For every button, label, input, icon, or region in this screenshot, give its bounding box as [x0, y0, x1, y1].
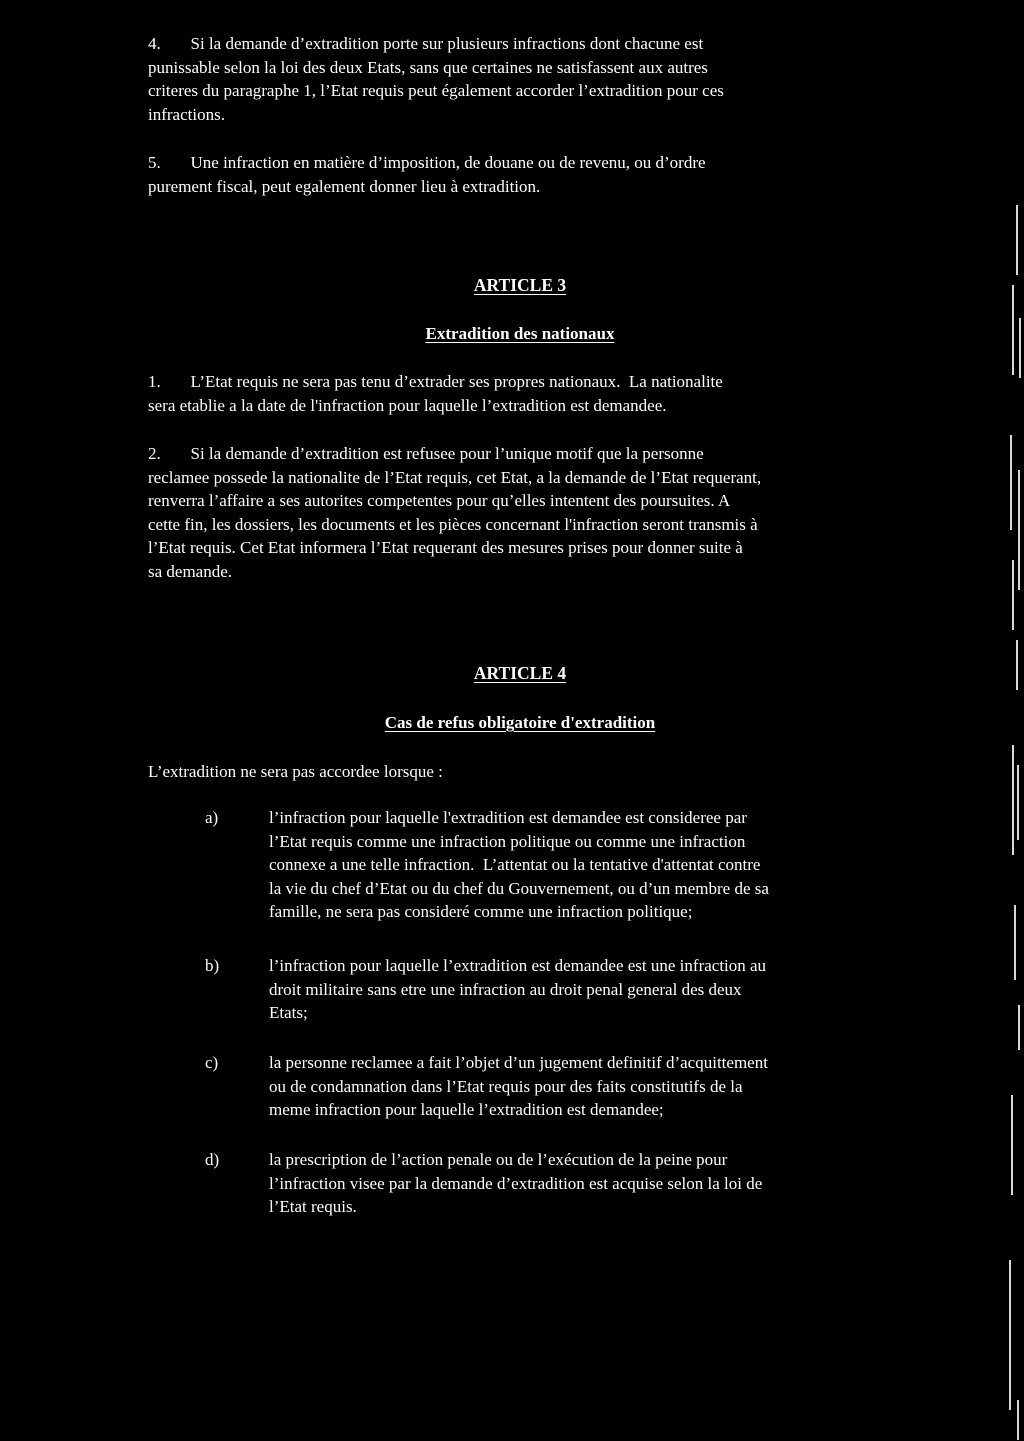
scan-edge-mark: [1012, 560, 1014, 630]
item-label-c: c): [205, 1053, 219, 1072]
scan-edge-mark: [1018, 470, 1020, 590]
text-line: l’infraction pour laquelle l'extradition est demandee est consideree par: [269, 808, 747, 827]
text-line: la vie du chef d’Etat ou du chef du Gouvernement, ou d’un membre de sa: [269, 878, 769, 898]
text-line: L’extradition ne sera pas accordee lorsque :: [148, 762, 443, 781]
text-line: l’infraction pour laquelle l’extradition est demandee est une infraction au: [269, 956, 767, 975]
scan-edge-mark: [1017, 1400, 1019, 1440]
text-line: 5. Une infraction en matière d’imposition, de douane ou de revenu, ou d’ordre: [148, 153, 706, 172]
scan-edge-mark: [1018, 1005, 1020, 1050]
scan-edge-mark: [1012, 285, 1014, 375]
item-label-b: b): [205, 956, 220, 975]
text-line: droit militaire sans etre une infraction au droit penal general des deux: [269, 979, 742, 999]
text-line: l’Etat requis.: [269, 1197, 357, 1216]
article-3-paragraph-2: [148, 442, 904, 583]
article-3-subheading: Extradition des nationaux: [425, 324, 615, 343]
scan-edge-mark: [1011, 1095, 1013, 1195]
text-line: reclamee possede la nationalite de l’Etat requis, cet Etat, a la demande de l’Etat requerant,: [148, 467, 762, 487]
paragraph-5: [148, 151, 904, 198]
text-line: l’Etat requis. Cet Etat informera l’Etat requerant des mesures prises pour donner suite à: [148, 538, 743, 557]
paragraph-4: [148, 32, 904, 126]
item-label-a: a): [205, 808, 219, 827]
scan-edge-mark: [1012, 745, 1014, 855]
text-line: l’Etat requis comme une infraction politique ou comme une infraction: [269, 831, 746, 851]
text-line: purement fiscal, peut egalement donner lieu à extradition.: [148, 176, 541, 196]
text-line: renverra l’affaire a ses autorites competentes pour qu’elles intentent des poursuites. A: [148, 491, 731, 510]
scan-edge-mark: [1017, 765, 1019, 840]
text-line: sa demande.: [148, 561, 233, 581]
text-line: criteres du paragraphe 1, l’Etat requis peut également accorder l’extradition pour ces: [148, 81, 724, 100]
scan-edge-mark: [1014, 905, 1016, 980]
item-label-d: d): [205, 1150, 220, 1169]
text-line: 4. Si la demande d’extradition porte sur plusieurs infractions dont chacune est: [148, 34, 704, 53]
text-line: Etats;: [269, 1003, 308, 1022]
scan-edge-mark: [1010, 435, 1012, 530]
text-line: infractions.: [148, 104, 225, 124]
item-d-text: [269, 1148, 909, 1219]
scan-edge-mark: [1009, 1260, 1011, 1410]
item-c-text: [269, 1051, 909, 1122]
text-line: connexe a une telle infraction. L’attentat ou la tentative d'attentat contre: [269, 855, 761, 874]
item-a-text: [269, 806, 909, 924]
scan-edge-mark: [1016, 640, 1018, 690]
article-3-heading: ARTICLE 3: [473, 275, 567, 295]
text-line: l’infraction visee par la demande d’extradition est acquise selon la loi de: [269, 1173, 763, 1193]
article-4-subheading: Cas de refus obligatoire d'extradition: [384, 713, 656, 732]
text-line: ou de condamnation dans l’Etat requis pour des faits constitutifs de la: [269, 1076, 743, 1096]
text-line: cette fin, les dossiers, les documents et les pièces concernant l'infraction seront transmis à: [148, 514, 758, 534]
text-line: 2. Si la demande d’extradition est refusee pour l’unique motif que la personne: [148, 444, 704, 463]
scan-edge-mark: [1016, 205, 1018, 275]
article-4-heading: ARTICLE 4: [473, 663, 567, 683]
text-line: punissable selon la loi des deux Etats, sans que certaines ne satisfassent aux autres: [148, 57, 708, 77]
text-line: meme infraction pour laquelle l’extradition est demandee;: [269, 1100, 664, 1119]
text-line: sera etablie a la date de l'infraction pour laquelle l’extradition est demandee.: [148, 395, 667, 415]
text-line: 1. L’Etat requis ne sera pas tenu d’extrader ses propres nationaux. La nationalite: [148, 372, 723, 391]
item-b-text: [269, 954, 909, 1025]
article-4-intro: [148, 760, 904, 784]
text-line: famille, ne sera pas consideré comme une infraction politique;: [269, 902, 693, 921]
text-line: la prescription de l’action penale ou de l’exécution de la peine pour: [269, 1150, 728, 1169]
text-line: la personne reclamee a fait l’objet d’un jugement definitif d’acquittement: [269, 1053, 768, 1072]
scan-edge-mark: [1019, 318, 1021, 378]
article-3-paragraph-1: [148, 370, 904, 417]
